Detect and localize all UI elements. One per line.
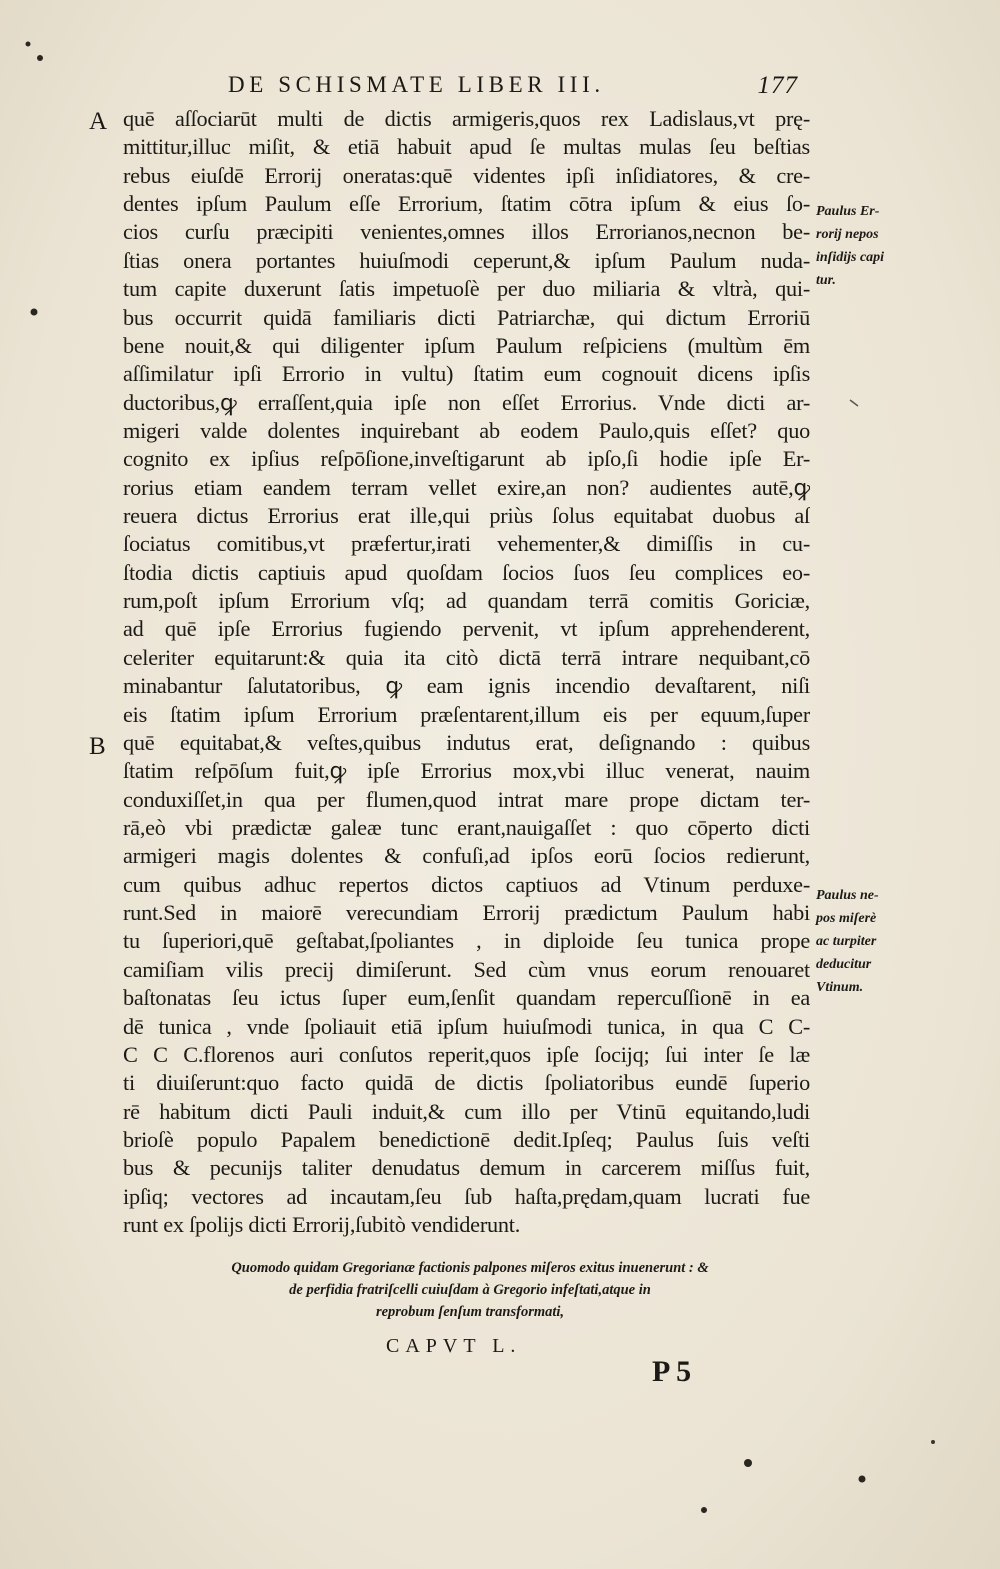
text-line: aſſimilatur ipſi Errorio in vultu) ſtatim eum cognouit dicens ipſis xyxy=(123,361,810,387)
running-title: DE SCHISMATE LIBER III. xyxy=(228,72,605,97)
text-line: rorius etiam eandem terram vellet exire,an non? audientes autē,ꝙ xyxy=(123,474,810,500)
marginal-note-line: ac turpiter xyxy=(816,934,877,949)
text-line: camiſiam vilis precij dimiſerunt. Sed cùm vnus eorum renouaret xyxy=(123,956,810,982)
chapter-heading-line: Quomodo quidam Gregorianæ factionis palpones miſeros exitus inuenerunt : & xyxy=(231,1260,709,1276)
text-line: ad quē ipſe Errorius fugiendo pervenit, vt ipſum apprehenderent, xyxy=(123,616,810,642)
text-line: rebus eiuſdē Errorij oneratas:quē videntes ipſi inſidiatores, & cre- xyxy=(123,162,810,188)
text-line: ſociatus comitibus,vt præfertur,irati vehementer,& dimiſſis in cu- xyxy=(123,531,810,557)
text-line: quē aſſociarūt multi de dictis armigeris,quos rex Ladislaus,vt prę- xyxy=(123,106,810,131)
text-line: mittitur,illuc miſit, & etiā habuit apud ſe multas mulas ſeu beſtias xyxy=(123,134,810,160)
marginal-note-line: pos miſerè xyxy=(816,911,877,926)
text-line: conduxiſſet,in qua per flumen,quod intrat mare prope dictam ter- xyxy=(123,786,810,812)
text-line: bus & pecunijs taliter denudatus demum in carcerem miſſus fuit, xyxy=(123,1155,810,1181)
text-line: armigeri magis dolentes & confuſi,ad ipſos eorū ſocios redierunt, xyxy=(123,843,810,869)
ink-speck xyxy=(744,1459,752,1467)
marginal-note-line: deducitur xyxy=(816,957,872,972)
signature-mark: P 5 xyxy=(652,1355,692,1388)
text-line: rā,eò vbi prædictæ galeæ tunc erant,nauigaſſet : quo cōperto dicti xyxy=(123,814,810,840)
text-line: brioſè populo Papalem benedictionē dedit.Ipſeq; Paulus ſuis veſti xyxy=(123,1126,810,1152)
text-line: dentes ipſum Paulum eſſe Errorium, ſtatim cōtra ipſum & eius ſo- xyxy=(123,191,810,217)
text-line: ſtatim reſpōſum fuit,ꝙ ipſe Errorius mox,vbi illuc venerat, nauim xyxy=(123,758,810,784)
text-line: ſtias onera portantes huiuſmodi ceperunt,& ipſum Paulum nuda- xyxy=(123,247,810,273)
ink-speck xyxy=(31,309,38,316)
ink-speck xyxy=(26,42,31,47)
text-line: ſtodia dictis captiuis apud quoſdam ſocios ſuos ſeu complices eo- xyxy=(123,559,810,585)
ink-speck xyxy=(931,1440,935,1444)
text-line: migeri valde dolentes inquirebant ab eodem Paulo,quis eſſet? quo xyxy=(123,417,810,443)
text-line: celeriter equitarunt:& quia ita citò dictā terrā intrare nequibant,cō xyxy=(123,644,810,670)
text-line: minabantur ſalutatoribus, ꝙ eam ignis incendio devaſtarent, niſi xyxy=(123,673,810,699)
chapter-label: CAPVT L. xyxy=(386,1335,522,1357)
marginal-note-line: Paulus ne- xyxy=(816,888,879,903)
text-line: cum quibus adhuc repertos dictos captiuos ad Vtinum perduxe- xyxy=(123,871,810,897)
text-line: quē equitabat,& veſtes,quibus indutus erat, deſignando : quibus xyxy=(123,729,810,755)
marginal-note-line: Vtinum. xyxy=(816,980,864,995)
text-line: C C C.florenos auri conſutos reperit,quos ipſe ſocijq; ſui inter ſe læ xyxy=(123,1041,810,1067)
chapter-heading-line: de perfidia fratriſcelli cuiuſdam à Gregorio infeſtati,atque in xyxy=(289,1282,651,1298)
text-line: runt ex ſpolijs dicti Errorij,ſubitò vendiderunt. xyxy=(123,1212,521,1238)
text-line: reuera dictus Errorius erat ille,qui priùs ſolus equitabat duobus aſ xyxy=(123,503,810,529)
ink-speck xyxy=(37,55,43,61)
text-line: baſtonatas ſeu ictus ſuper eum,ſenſit quandam repercuſſionē in ea xyxy=(123,985,810,1011)
chapter-heading-line: reprobum ſenſum transformati, xyxy=(375,1304,565,1320)
text-line: tum capite duxerunt ſatis impetuoſè per duo miliaria & vltrà, qui- xyxy=(123,276,810,302)
text-line: tu ſuperiori,quē geſtabat,ſpoliantes , in diploide ſeu tunica prope xyxy=(123,928,810,954)
text-line: eis ſtatim ipſum Errorium præſentarent,illum eis per equum,ſuper xyxy=(123,701,810,727)
page-number: 177 xyxy=(757,72,798,99)
ink-speck xyxy=(850,400,858,406)
text-line: bus occurrit quidā familiaris dicti Patriarchæ, qui dictum Erroriū xyxy=(123,304,810,330)
text-line: ductoribus,ꝙ erraſſent,quia ipſe non eſſet Errorius. Vnde dicti ar- xyxy=(123,389,810,415)
text-line: bene nouit,& qui diligenter ipſum Paulum reſpiciens (multùm ēm xyxy=(123,332,810,358)
text-line: dē tunica , vnde ſpoliauit etiā ipſum huiuſmodi tunica, in qua C C- xyxy=(123,1013,810,1039)
ink-speck xyxy=(701,1507,707,1513)
marginal-note-line: tur. xyxy=(816,273,836,288)
text-line: rē habitum dicti Pauli induit,& cum illo per Vtinū equitando,ludi xyxy=(123,1098,810,1124)
text-line: ipſiq; vectores ad incautam,ſeu ſub haſta,prędam,quam lucrati fue xyxy=(123,1183,810,1209)
marginal-note-line: Paulus Er- xyxy=(816,204,880,219)
section-letter-b: B xyxy=(89,733,106,760)
text-line: cognito ex ipſius reſpōſione,inveſtigarunt ab ipſo,ſi hodie ipſe Er- xyxy=(123,446,810,472)
text-line: ti diuiſerunt:quo facto quidā de dictis ſpoliatoribus eundē ſuperio xyxy=(123,1070,810,1096)
marginal-note-line: rorij nepos xyxy=(816,227,879,242)
text-line: cios curſu præcipiti venientes,omnes illos Errorianos,necnon be- xyxy=(123,219,810,245)
section-letter-a: A xyxy=(89,108,108,135)
marginal-note-line: inſidijs capi xyxy=(816,250,885,265)
text-line: rum,poſt ipſum Errorium vſq; ad quandam terrā comitis Goriciæ, xyxy=(123,588,810,614)
text-line: runt.Sed in maiorē verecundiam Errorij prædictum Paulum habi xyxy=(123,900,810,926)
ink-speck xyxy=(859,1476,866,1483)
